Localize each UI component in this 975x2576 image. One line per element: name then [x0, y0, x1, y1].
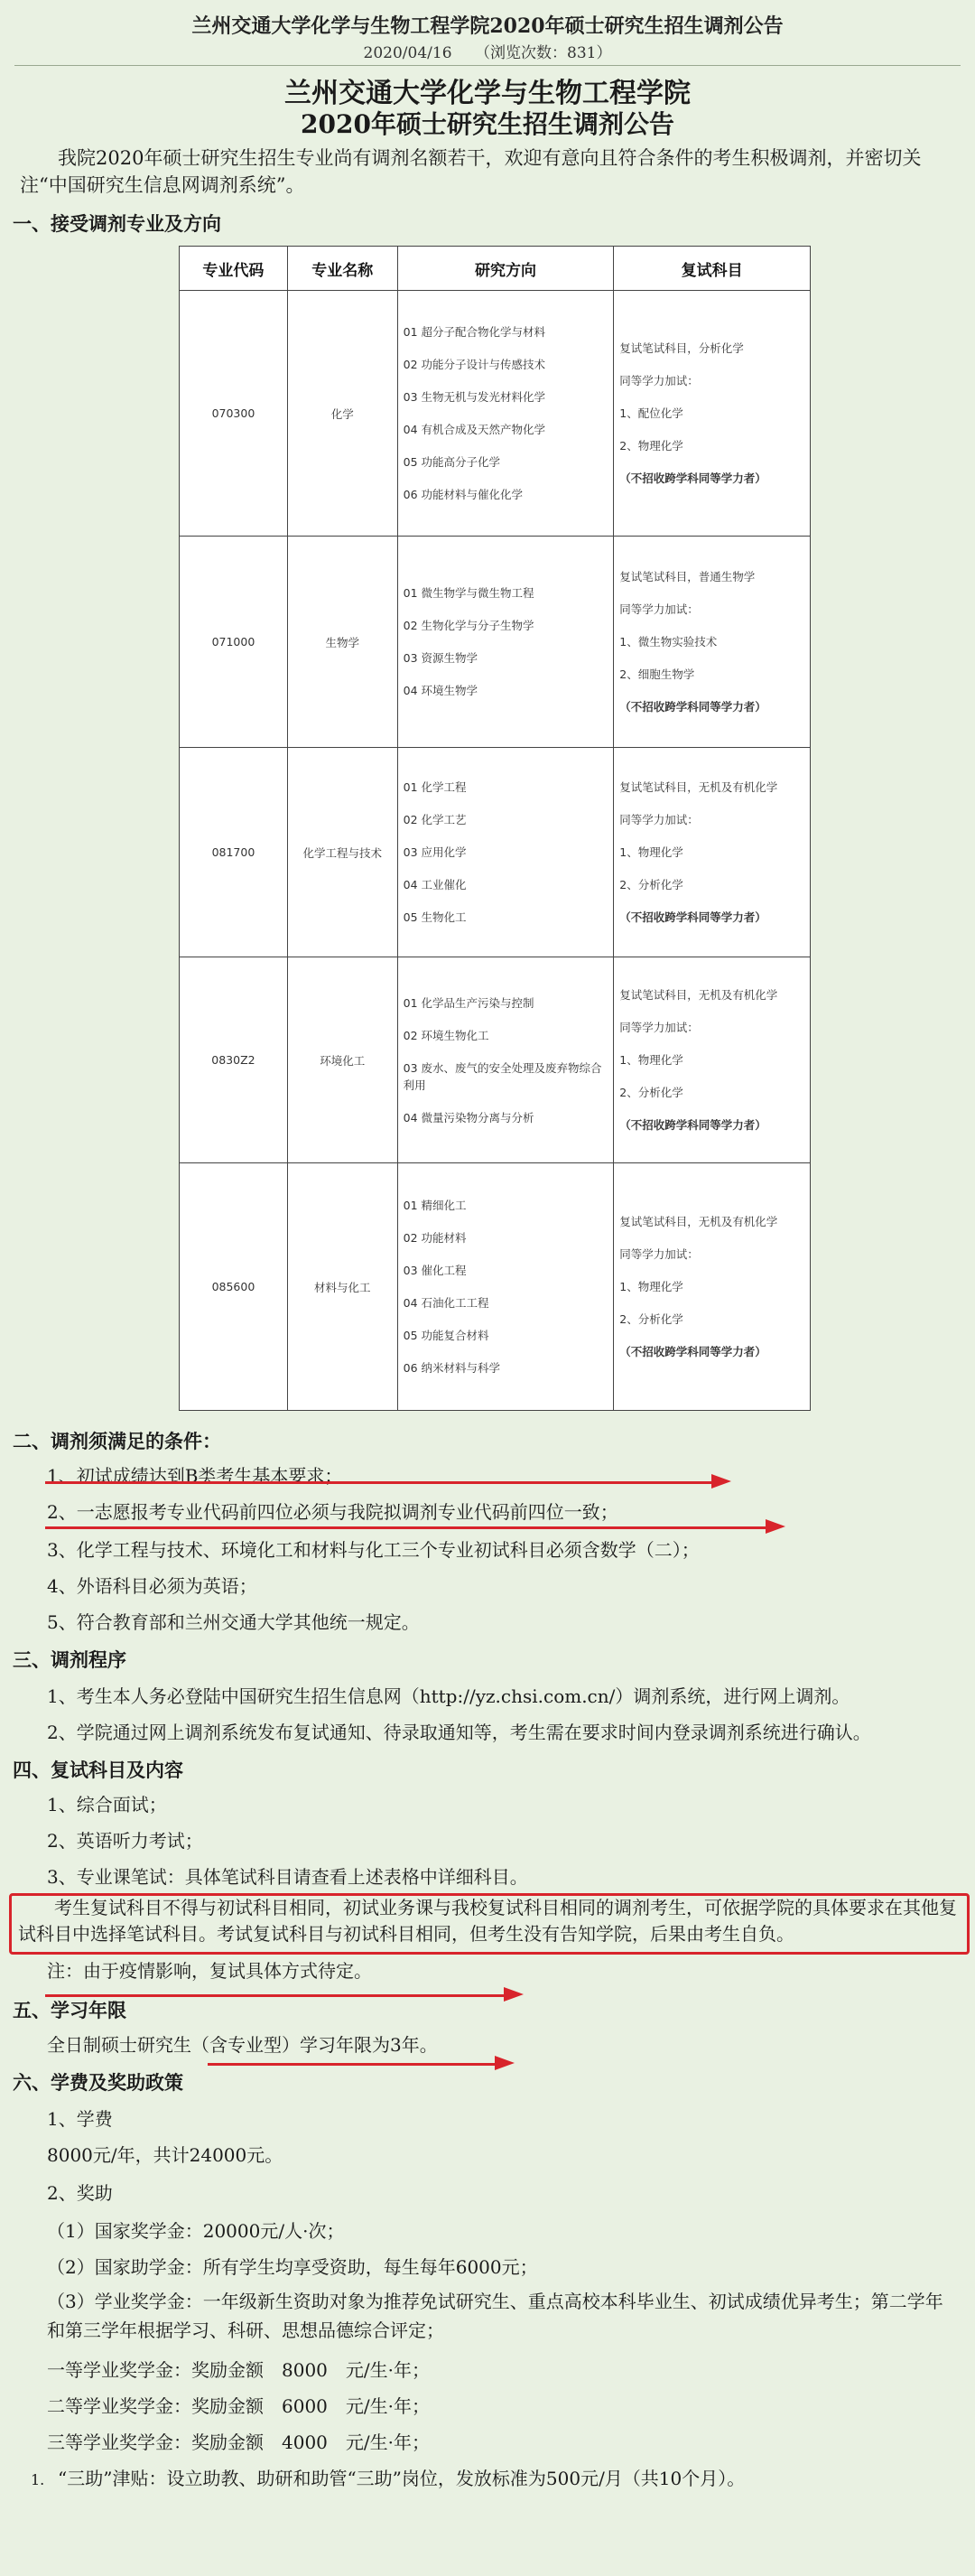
- major-name: 化学: [287, 291, 397, 537]
- major-name: 材料与化工: [287, 1163, 397, 1411]
- retest-item: 1、综合面试；: [47, 1794, 167, 1815]
- subject-item: 同等学力加试：: [619, 1246, 699, 1261]
- direction-item: 01 化学品生产污染与控制: [403, 995, 534, 1010]
- subject-note: （不招收跨学科同等学力者）: [619, 1117, 766, 1132]
- retest-subjects: [614, 1163, 811, 1411]
- procedure-item: 1、考生本人务必登陆中国研究生招生信息网（http://yz.chsi.com.cn/）调剂系统，进行网上调剂。: [47, 1685, 850, 1707]
- research-directions: [397, 748, 614, 957]
- direction-item: 03 废水、废气的安全处理及废弃物综合利用: [403, 1060, 602, 1092]
- retest-subjects: [614, 537, 811, 748]
- retest-subjects: [614, 748, 811, 957]
- direction-item: 05 功能高分子化学: [403, 455, 501, 469]
- table-row: [180, 1163, 811, 1411]
- subject-item: 2、分析化学: [619, 1085, 683, 1099]
- retest-notice: 考生复试科目不得与初试科目相同，初试业务课与我校复试科目相同的调剂考生，可依据学院的具体要求在其他复试科目中选择笔试科目。考试复试科目与初试科目相同，但考生没有告知学院，后果由考生自负。: [18, 1897, 957, 1945]
- direction-item: 03 催化工程: [403, 1264, 467, 1277]
- direction-item: 06 纳米材料与科学: [403, 1361, 501, 1375]
- subject-note: （不招收跨学科同等学力者）: [619, 1344, 766, 1358]
- scholarship-grade: 三等学业奖学金：奖励金额 4000 元/生·年；: [47, 2431, 430, 2453]
- subject-item: 1、配位化学: [619, 406, 683, 420]
- subject-item: 2、分析化学: [619, 1311, 683, 1326]
- subject-note: （不招收跨学科同等学力者）: [619, 471, 766, 485]
- condition-item: 2、一志愿报考专业代码前四位必须与我院拟调剂专业代码前四位一致；: [47, 1501, 618, 1523]
- retest-item: 2、英语听力考试；: [47, 1830, 203, 1852]
- column-header: 复试科目: [614, 247, 811, 291]
- intro-paragraph: 我院2020年硕士研究生招生专业尚有调剂名额若干，欢迎有意向且符合条件的考生积极调剂，并密切关注“中国研究生信息网调剂系统”。: [20, 147, 922, 196]
- subject-item: 复试笔试科目，分析化学: [619, 341, 744, 355]
- direction-item: 04 石油化工工程: [403, 1296, 489, 1310]
- direction-item: 03 应用化学: [403, 845, 467, 859]
- subject-item: 同等学力加试：: [619, 373, 699, 387]
- research-directions: [397, 291, 614, 537]
- subject-item: 2、细胞生物学: [619, 667, 695, 681]
- majors-table: [179, 246, 811, 1411]
- direction-item: 02 化学工艺: [403, 813, 467, 826]
- major-code: 0830Z2: [180, 957, 288, 1163]
- direction-item: 04 工业催化: [403, 878, 467, 891]
- direction-item: 06 功能材料与催化化学: [403, 488, 524, 501]
- section3-heading: 三、调剂程序: [13, 1648, 126, 1671]
- major-code: 081700: [180, 748, 288, 957]
- section5-heading: 五、学习年限: [13, 1999, 126, 2021]
- subject-item: 同等学力加试：: [619, 1020, 699, 1034]
- site-title: 兰州交通大学化学与生物工程学院2020年硕士研究生招生调剂公告: [191, 14, 784, 38]
- subject-item: 复试笔试科目，无机及有机化学: [619, 1214, 778, 1228]
- major-name: 环境化工: [287, 957, 397, 1163]
- subject-item: 1、物理化学: [619, 1279, 683, 1293]
- section4-heading: 四、复试科目及内容: [13, 1759, 183, 1781]
- subject-note: （不招收跨学科同等学力者）: [619, 699, 766, 714]
- publish-meta: 2020/04/16 （浏览次数：831）: [363, 44, 612, 62]
- annotation-arrow-icon: [495, 2056, 515, 2070]
- major-code: 070300: [180, 291, 288, 537]
- major-name: 生物学: [287, 537, 397, 748]
- direction-item: 05 生物化工: [403, 910, 467, 924]
- retest-note: 注：由于疫情影响，复试具体方式待定。: [47, 1960, 372, 1982]
- page-title-line2: 2020年硕士研究生招生调剂公告: [301, 109, 674, 139]
- major-code: 085600: [180, 1163, 288, 1411]
- direction-item: 01 微生物学与微生物工程: [403, 586, 534, 600]
- subject-item: 1、物理化学: [619, 845, 683, 859]
- annotation-arrow-icon: [504, 1987, 524, 2002]
- retest-subjects: [614, 957, 811, 1163]
- scholarship-grade: 一等学业奖学金：奖励金额 8000 元/生·年；: [47, 2359, 430, 2381]
- direction-item: 04 环境生物学: [403, 684, 478, 697]
- subject-item: 1、物理化学: [619, 1052, 683, 1067]
- subject-item: 2、物理化学: [619, 438, 683, 453]
- table-row: [180, 748, 811, 957]
- condition-item: 4、外语科目必须为英语；: [47, 1575, 257, 1597]
- table-row: [180, 537, 811, 748]
- table-row: [180, 957, 811, 1163]
- page-title-line1: 兰州交通大学化学与生物工程学院: [284, 78, 691, 109]
- section2-heading: 二、调剂须满足的条件：: [13, 1430, 221, 1452]
- subject-note: （不招收跨学科同等学力者）: [619, 910, 766, 924]
- section1-heading: 一、接受调剂专业及方向: [13, 212, 221, 235]
- aid-item: （1）国家奖学金：20000元/人·次；: [47, 2220, 345, 2242]
- major-name: 化学工程与技术: [287, 748, 397, 957]
- annotation-underline: [45, 1481, 713, 1484]
- list-number: 1.: [31, 2471, 45, 2488]
- scholarship-grade: 二等学业奖学金：奖励金额 6000 元/生·年；: [47, 2395, 430, 2417]
- aid-item: （2）国家助学金：所有学生均享受资助，每生每年6000元；: [47, 2256, 538, 2278]
- aid-item: （3）学业奖学金：一年级新生资助对象为推荐免试研究生、重点高校本科毕业生、初试成绩优异考生；第二学年和第三学年根据学习、科研、思想品德综合评定；: [47, 2291, 943, 2341]
- direction-item: 04 有机合成及天然产物化学: [403, 423, 546, 436]
- condition-item: 1、初试成绩达到B类考生基本要求；: [47, 1465, 343, 1487]
- study-duration: 全日制硕士研究生（含专业型）学习年限为3年。: [47, 2034, 438, 2056]
- direction-item: 01 精细化工: [403, 1199, 467, 1212]
- subject-item: 同等学力加试：: [619, 602, 699, 616]
- fee-title: 1、学费: [47, 2108, 113, 2130]
- research-directions: [397, 957, 614, 1163]
- condition-item: 3、化学工程与技术、环境化工和材料与化工三个专业初试科目必须含数学（二）；: [47, 1539, 700, 1561]
- research-directions: [397, 537, 614, 748]
- research-directions: [397, 1163, 614, 1411]
- aid-title: 2、奖助: [47, 2182, 113, 2204]
- direction-item: 03 资源生物学: [403, 651, 478, 665]
- retest-item: 3、专业课笔试：具体笔试科目请查看上述表格中详细科目。: [47, 1866, 528, 1888]
- subject-item: 复试笔试科目，无机及有机化学: [619, 779, 778, 794]
- table-row: [180, 291, 811, 537]
- header-divider: [14, 65, 961, 66]
- subject-item: 2、分析化学: [619, 877, 683, 891]
- annotation-underline: [45, 1526, 767, 1529]
- column-header: 专业代码: [180, 247, 288, 291]
- annotation-arrow-icon: [766, 1519, 785, 1534]
- subject-item: 复试笔试科目，普通生物学: [619, 569, 756, 583]
- section6-heading: 六、学费及奖助政策: [13, 2071, 183, 2094]
- annotation-underline: [208, 2063, 497, 2066]
- subject-item: 1、微生物实验技术: [619, 634, 718, 649]
- annotation-arrow-icon: [711, 1474, 731, 1489]
- direction-item: 04 微量污染物分离与分析: [403, 1110, 534, 1125]
- major-code: 071000: [180, 537, 288, 748]
- sanzhu-allowance: “三助”津贴：设立助教、助研和助管“三助”岗位，发放标准为500元/月（共10个月）。: [58, 2468, 746, 2489]
- retest-subjects: [614, 291, 811, 537]
- subject-item: 复试笔试科目，无机及有机化学: [619, 987, 778, 1002]
- table-header-row: [180, 247, 811, 291]
- column-header: 专业名称: [287, 247, 397, 291]
- direction-item: 02 生物化学与分子生物学: [403, 619, 534, 632]
- direction-item: 02 功能材料: [403, 1231, 467, 1245]
- fee-text: 8000元/年，共计24000元。: [47, 2144, 283, 2166]
- direction-item: 02 环境生物化工: [403, 1028, 489, 1042]
- subject-item: 同等学力加试：: [619, 812, 699, 826]
- direction-item: 01 化学工程: [403, 780, 467, 794]
- column-header: 研究方向: [397, 247, 614, 291]
- direction-item: 01 超分子配合物化学与材料: [403, 325, 546, 339]
- direction-item: 02 功能分子设计与传感技术: [403, 358, 546, 371]
- direction-item: 03 生物无机与发光材料化学: [403, 390, 546, 404]
- direction-item: 05 功能复合材料: [403, 1329, 489, 1342]
- condition-item: 5、符合教育部和兰州交通大学其他统一规定。: [47, 1611, 420, 1633]
- procedure-item: 2、学院通过网上调剂系统发布复试通知、待录取通知等，考生需在要求时间内登录调剂系统进行确认。: [47, 1722, 871, 1743]
